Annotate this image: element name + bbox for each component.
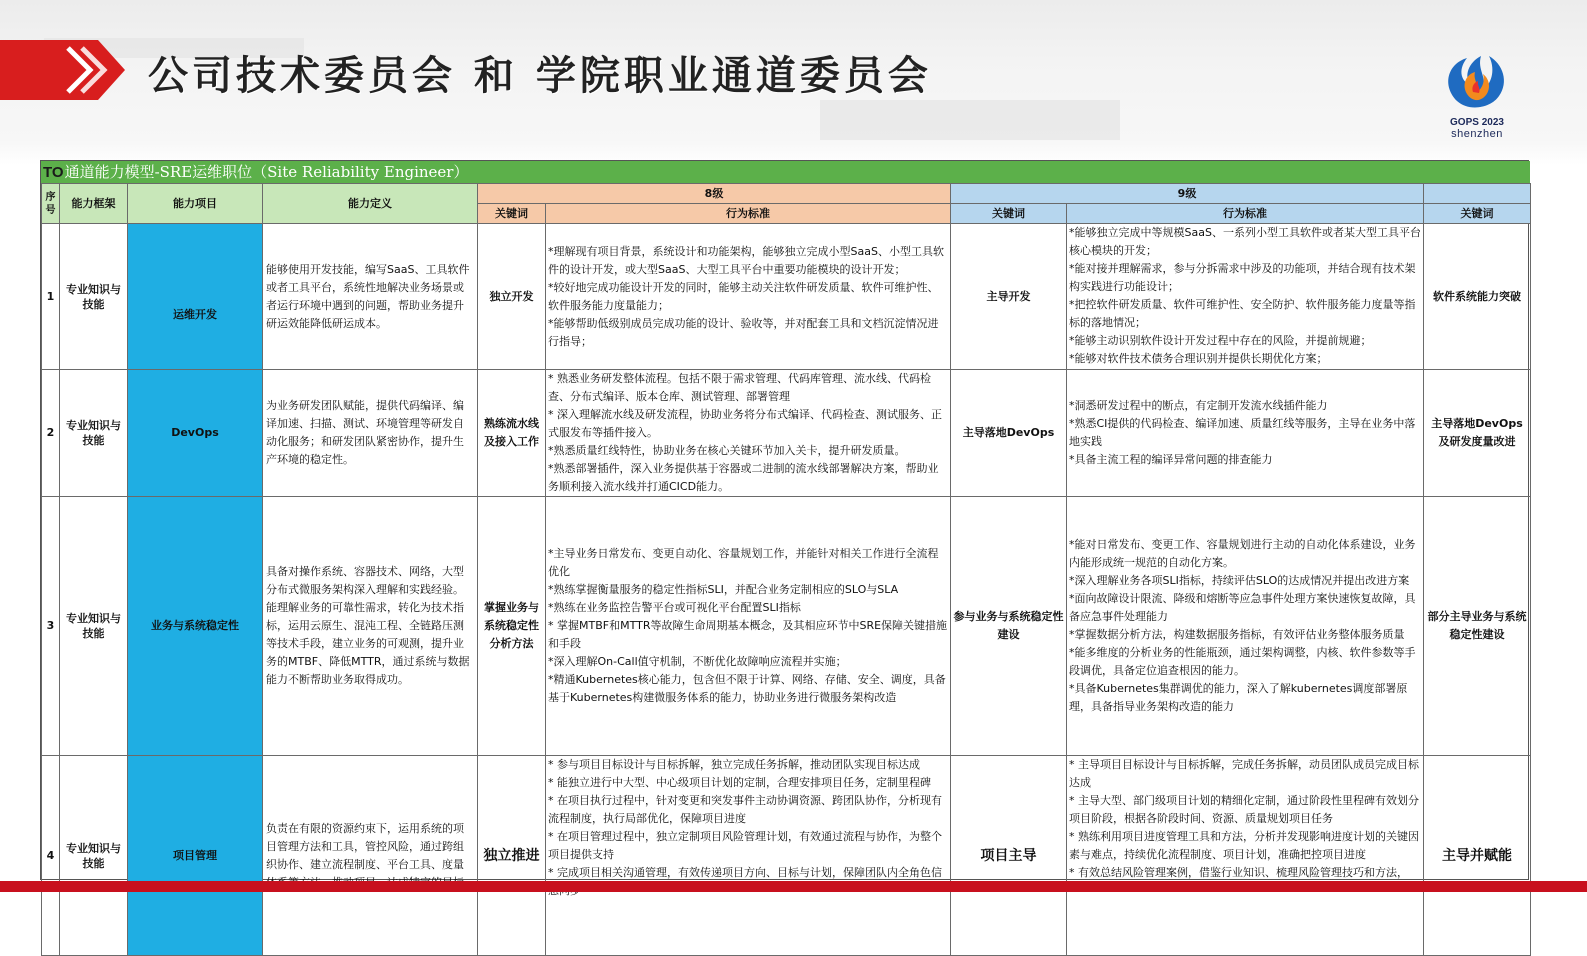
header-keyword-8: 关键词 [478,204,546,224]
behavior-line: *理解现有项目背景，系统设计和功能架构，能够独立完成小型SaaS、小型工具软件的设计开发，或大型SaaS、大型工具平台中重要功能模块的设计开发； [548,244,944,276]
gops-flame-icon [1437,46,1517,116]
caption-prefix: TO [43,164,64,181]
behavior-line: *能够帮助低级别成员完成功能的设计、验收等，并对配套工具和文档沉淀情况进行指导； [548,316,939,348]
row-item: DevOps [128,370,263,497]
row-keyword-10: 主导落地DevOps及研发度量改进 [1424,370,1531,497]
behavior-line: *熟练在业务监控告警平台或可视化平台配置SLI指标 [548,601,801,614]
row-keyword-9: 项目主导 [951,756,1067,956]
behavior-line: * 参与项目目标设计与目标拆解，独立完成任务拆解，推动团队实现目标达成 [548,758,920,771]
row-framework: 专业知识与技能 [60,224,128,370]
row-keyword-8: 独立推进 [478,756,546,956]
behavior-line: * 完成项目相关沟通管理，有效传递项目方向、目标与计划，保障团队内全角色信 [548,866,942,879]
row-behavior-8 [546,224,951,370]
behavior-line: *能够对软件技术债务合理识别并提供长期优化方案； [1069,352,1328,365]
behavior-line: * 能独立进行中大型、中心级项目计划的定制，合理安排项目任务，定制里程碑 [548,776,931,789]
row-framework: 专业知识与技能 [60,497,128,756]
behavior-line: *能多维度的分析业务的性能瓶颈，通过架构调整，内核、软件参数等手段调优，具备定位追查根因的能力。 [1069,646,1416,677]
header-behavior-8: 行为标准 [546,204,951,224]
row-number: 2 [42,370,60,497]
behavior-line: *深入理解On-Call值守机制，不断优化故障响应流程并实施； [548,655,847,668]
row-keyword-10: 软件系统能力突破 [1424,224,1531,370]
background-ghost-panel [820,100,1120,140]
row-behavior-8 [546,756,951,956]
header-level8: 8级 [478,184,951,204]
row-keyword-9: 主导落地DevOps [951,370,1067,497]
behavior-line: *熟练掌握衡量服务的稳定性指标SLI，并配合业务定制相应的SLO与SLA [548,583,899,596]
table-caption [41,161,1530,183]
row-definition: 为业务研发团队赋能，提供代码编译、编译加速、扫描、测试、环境管理等研发自动化服务；和研发团队紧密协作，提升生产环境的稳定性。 [263,370,478,497]
behavior-line: *具备Kubernetes集群调优的能力，深入了解kubernetes调度部署原理，具备指导业务架构改造的能力 [1069,682,1408,713]
header-level10-blank [1424,184,1531,204]
header-keyword-10: 关键词 [1424,204,1531,224]
bottom-red-bar [0,881,1587,892]
behavior-line: *能对接并理解需求，参与分拆需求中涉及的功能项，并结合现有技术架构实践进行功能设计； [1069,262,1416,293]
row-item: 项目管理 [128,756,263,956]
behavior-line: * 在项目执行过程中，针对变更和突发事件主动协调资源、跨团队协作，分析现有流程制度，执行局部优化，保障项目进度 [548,794,942,825]
header-level9: 9级 [951,184,1424,204]
behavior-line: *主导业务日常发布、变更自动化、容量规划工作，并能针对相关工作进行全流程优化 [548,547,939,578]
row-definition: 具备对操作系统、容器技术、网络，大型分布式微服务架构深入理解和实践经验。能理解业务的可靠性需求，转化为技术指标，运用云原生、混沌工程、全链路压测等技术手段，建立业务的可观测，提升业务的MTBF、降低MTTR，通过系统与数据能力不断帮助业务取得成功。 [263,497,478,756]
behavior-line: * 熟练利用项目进度管理工具和方法，分析并发现影响进度计划的关键因素与难点，持续优化流程制度、项目计划，准确把控项目进度 [1069,830,1419,861]
row-behavior-9 [1067,497,1424,756]
behavior-line: * 有效总结风险管理案例，借鉴行业知识、梳理风险管理技巧和方法， [1069,866,1408,879]
behavior-line: *把控软件研发质量、软件可维护性、安全防护、软件服务能力度量等指标的落地情况； [1069,298,1416,329]
row-definition: 负责在有限的资源约束下，运用系统的项目管理方法和工具，管控风险，通过跨组织协作、建立流程制度、平台工具、度量 [263,756,478,956]
gops-logo [1432,46,1522,156]
row-item: 业务与系统稳定性 [128,497,263,756]
table-row [42,497,1531,756]
page-title: 公司技术委员会 和 学院职业通道委员会 [148,53,932,99]
caption-text: 通道能力模型-SRE运维职位（Site Reliability Engineer） [64,163,469,181]
behavior-line: *能够主动识别软件设计开发过程中存在的风险，并提前规避； [1069,334,1372,347]
row-framework: 专业知识与技能 [60,756,128,956]
header-row-1 [42,184,1531,204]
behavior-line: * 主导大型、部门级项目计划的精细化定制，通过阶段性里程碑有效划分项目阶段，根据各阶段时间、资源、质量规划项目任务 [1069,794,1419,825]
behavior-line: *面向故障设计限流、降级和熔断等应急事件处理方案快速恢复故障，具备应急事件处理能力 [1069,592,1416,623]
header-item: 能力项目 [128,184,263,224]
logo-city: shenzhen [1451,128,1503,140]
row-behavior-8 [546,497,951,756]
table-row [42,224,1531,370]
capability-table [40,160,1529,880]
logo-name: GOPS 2023 [1450,117,1504,128]
capability-grid [41,183,1531,956]
behavior-line: * 主导项目目标设计与目标拆解，完成任务拆解，动员团队成员完成目标达成 [1069,758,1419,789]
behavior-line: * 熟悉业务研发整体流程。包括不限于需求管理、代码库管理、流水线、代码检查、分布式编译、版本仓库、测试管理、部署管理 [548,372,931,403]
behavior-line: * 在项目管理过程中，独立定制项目风险管理计划，有效通过流程与协作，为整个项目提供支持 [548,830,942,861]
table-row [42,756,1531,956]
behavior-line: *精通Kubernetes核心能力，包含但不限于计算、网络、存储、安全、调度，具备基于Kubernetes构建微服务体系的能力，协助业务进行微服务架构改造 [548,673,946,704]
row-keyword-8: 掌握业务与系统稳定性分析方法 [478,497,546,756]
behavior-line: * 深入理解流水线及研发流程，协助业务将分布式编译、代码检查、测试服务、正式服发布等插件接入。 [548,408,942,439]
header-behavior-9: 行为标准 [1067,204,1424,224]
header-seq: 序号 [42,184,60,224]
behavior-line: *深入理解业务各项SLI指标，持续评估SLO的达成情况并提出改进方案 [1069,574,1410,587]
row-keyword-10: 部分主导业务与系统稳定性建设 [1424,497,1531,756]
row-behavior-9 [1067,370,1424,497]
header-definition: 能力定义 [263,184,478,224]
row-framework: 专业知识与技能 [60,370,128,497]
row-keyword-10: 主导并赋能 [1424,756,1531,956]
behavior-line: *熟悉CI提供的代码检查、编译加速、质量红线等服务，主导在业务中落地实践 [1069,417,1416,448]
red-chevron-banner [0,40,125,100]
row-behavior-9 [1067,224,1424,370]
row-number: 4 [42,756,60,956]
header-keyword-9: 关键词 [951,204,1067,224]
row-definition: 能够使用开发技能，编写SaaS、工具软件或者工具平台，系统性地解决业务场景或者运行环境中遇到的问题，帮助业务提升研运效能降低研运成本。 [263,224,478,370]
row-keyword-9: 参与业务与系统稳定性建设 [951,497,1067,756]
behavior-line: *能对日常发布、变更工作、容量规划进行主动的自动化体系建设，业务内能形成统一规范的自动化方案。 [1069,538,1416,569]
behavior-line: *熟悉质量红线特性，协助业务在核心关键环节加入关卡，提升研发质量。 [548,444,906,457]
row-number: 1 [42,224,60,370]
row-behavior-9 [1067,756,1424,956]
row-item: 运维开发 [128,224,263,370]
header-framework: 能力框架 [60,184,128,224]
behavior-line: *较好地完成功能设计开发的同时，能够主动关注软件研发质量、软件可维护性、软件服务能力度量能力； [548,280,939,312]
row-behavior-8 [546,370,951,497]
row-keyword-9: 主导开发 [951,224,1067,370]
behavior-line: *掌握数据分析方法，构建数据服务指标，有效评估业务整体服务质量 [1069,628,1405,641]
row-number: 3 [42,497,60,756]
behavior-line: *洞悉研发过程中的断点，有定制开发流水线插件能力 [1069,399,1328,412]
behavior-line: *熟悉部署插件，深入业务提供基于容器或二进制的流水线部署解决方案，帮助业务顺利接入流水线并打通CICD能力。 [548,462,939,493]
row-keyword-8: 熟练流水线及接入工作 [478,370,546,497]
behavior-line: *能够独立完成中等规模SaaS、一系列小型工具软件或者某大型工具平台核心模块的开发； [1069,226,1421,257]
behavior-line: *具备主流工程的编译异常问题的排查能力 [1069,453,1273,466]
behavior-line: * 掌握MTBF和MTTR等故障生命周期基本概念，及其相应环节中SRE保障关键措施和手段 [548,619,948,650]
row-keyword-8: 独立开发 [478,224,546,370]
table-row [42,370,1531,497]
